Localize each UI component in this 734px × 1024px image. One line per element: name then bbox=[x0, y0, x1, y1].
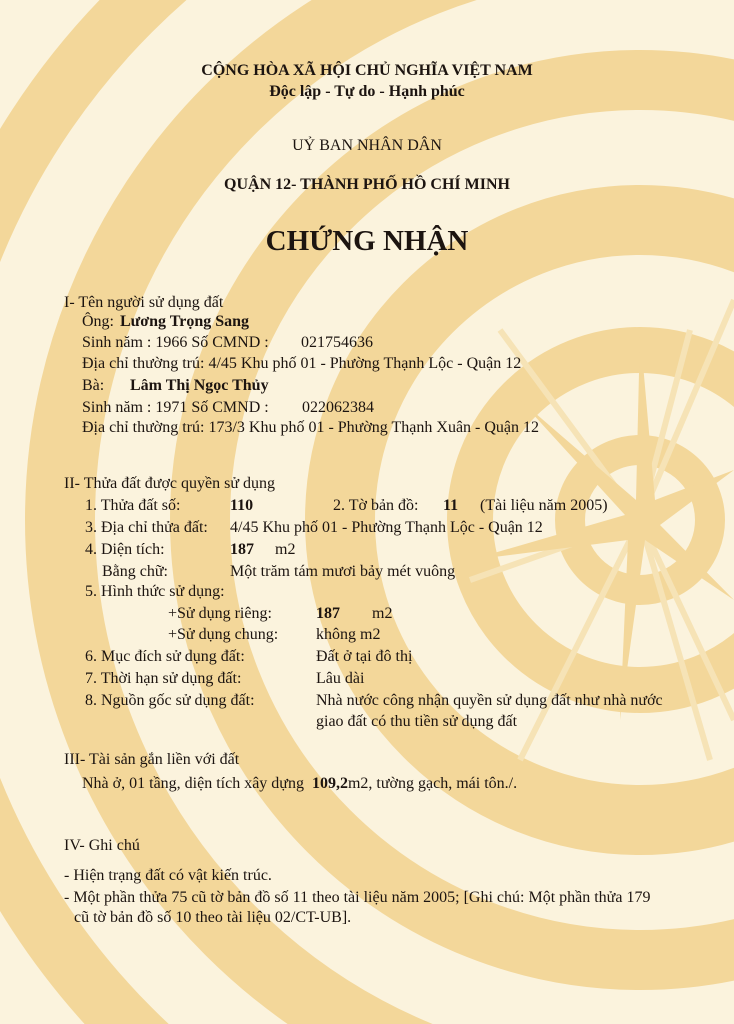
owner1-id: 021754636 bbox=[301, 334, 373, 351]
parcel-address-value: 4/45 Khu phố 01 - Phường Thạnh Lộc - Quận 12 bbox=[230, 519, 543, 536]
private-use-value: 187 bbox=[316, 605, 340, 622]
owner1-address: Địa chỉ thường trú: 4/45 Khu phố 01 - Phường Thạnh Lộc - Quận 12 bbox=[82, 355, 522, 372]
document-title: CHỨNG NHẬN bbox=[265, 225, 469, 257]
parcel-number-value: 110 bbox=[230, 497, 254, 514]
owner2-birth: Sinh năm : 1971 Số CMND : bbox=[82, 399, 269, 416]
authority-heading: UỶ BAN NHÂN DÂN bbox=[292, 137, 442, 154]
district-heading: QUẬN 12- THÀNH PHỐ HỒ CHÍ MINH bbox=[224, 176, 510, 193]
property-text-a: Nhà ở, 01 tầng, diện tích xây dựng bbox=[82, 775, 304, 792]
owner1-prefix: Ông: bbox=[82, 313, 114, 330]
area-label: 4. Diện tích: bbox=[85, 541, 165, 558]
term-label: 7. Thời hạn sử dụng đất: bbox=[85, 670, 242, 687]
origin-line-2: giao đất có thu tiền sử dụng đất bbox=[316, 713, 518, 730]
purpose-label: 6. Mục đích sử dụng đất: bbox=[85, 648, 245, 665]
shared-use-value: không m2 bbox=[316, 626, 381, 643]
parcel-address-label: 3. Địa chỉ thửa đất: bbox=[85, 519, 208, 536]
owner2-prefix: Bà: bbox=[82, 377, 105, 394]
shared-use-label: +Sử dụng chung: bbox=[168, 626, 279, 643]
purpose-value: Đất ở tại đô thị bbox=[316, 648, 413, 665]
property-description bbox=[82, 774, 517, 794]
note-line-2: - Một phần thửa 75 cũ tờ bản đồ số 11 theo tài liệu năm 2005; [Ghi chú: Một phần thửa 179 bbox=[64, 889, 651, 906]
property-area: 109,2 bbox=[311, 775, 348, 792]
owner2-name: Lâm Thị Ngọc Thủy bbox=[130, 377, 269, 394]
section-1-heading: I- Tên người sử dụng đất bbox=[64, 294, 224, 311]
owner1-birth: Sinh năm : 1966 Số CMND : bbox=[82, 334, 269, 351]
private-use-unit: m2 bbox=[372, 605, 393, 622]
area-unit: m2 bbox=[275, 541, 296, 558]
area-words-value: Một trăm tám mươi bảy mét vuông bbox=[230, 563, 456, 580]
term-value: Lâu dài bbox=[316, 670, 365, 687]
usage-form-label: 5. Hình thức sử dụng: bbox=[85, 583, 225, 600]
note-line-3: cũ tờ bản đồ số 10 theo tài liệu 02/CT-UB]. bbox=[74, 909, 352, 926]
map-sheet-note: (Tài liệu năm 2005) bbox=[480, 497, 608, 514]
origin-line-1: Nhà nước công nhận quyền sử dụng đất như nhà nước bbox=[316, 692, 663, 709]
owner2-id: 022062384 bbox=[302, 399, 374, 416]
motto: Độc lập - Tự do - Hạnh phúc bbox=[269, 83, 465, 100]
note-line-1: - Hiện trạng đất có vật kiến trúc. bbox=[64, 867, 272, 884]
map-sheet-label: 2. Tờ bản đồ: bbox=[333, 497, 419, 514]
map-sheet-value: 11 bbox=[443, 497, 459, 514]
owner1-name: Lương Trọng Sang bbox=[120, 313, 250, 330]
section-3-heading: III- Tài sản gắn liền với đất bbox=[64, 751, 240, 768]
parcel-number-label: 1. Thửa đất số: bbox=[85, 497, 181, 514]
property-text-b: m2, tường gạch, mái tôn./. bbox=[347, 775, 518, 792]
section-4-heading: IV- Ghi chú bbox=[64, 837, 140, 854]
country-heading: CỘNG HÒA XÃ HỘI CHỦ NGHĨA VIỆT NAM bbox=[201, 62, 533, 79]
area-value: 187 bbox=[230, 541, 254, 558]
section-2-heading: II- Thửa đất được quyền sử dụng bbox=[64, 475, 276, 492]
origin-label: 8. Nguồn gốc sử dụng đất: bbox=[85, 692, 255, 709]
area-words-label: Bằng chữ: bbox=[102, 563, 168, 580]
private-use-label: +Sử dụng riêng: bbox=[168, 605, 272, 622]
owner2-address: Địa chỉ thường trú: 173/3 Khu phố 01 - Phường Thạnh Xuân - Quận 12 bbox=[82, 419, 540, 436]
